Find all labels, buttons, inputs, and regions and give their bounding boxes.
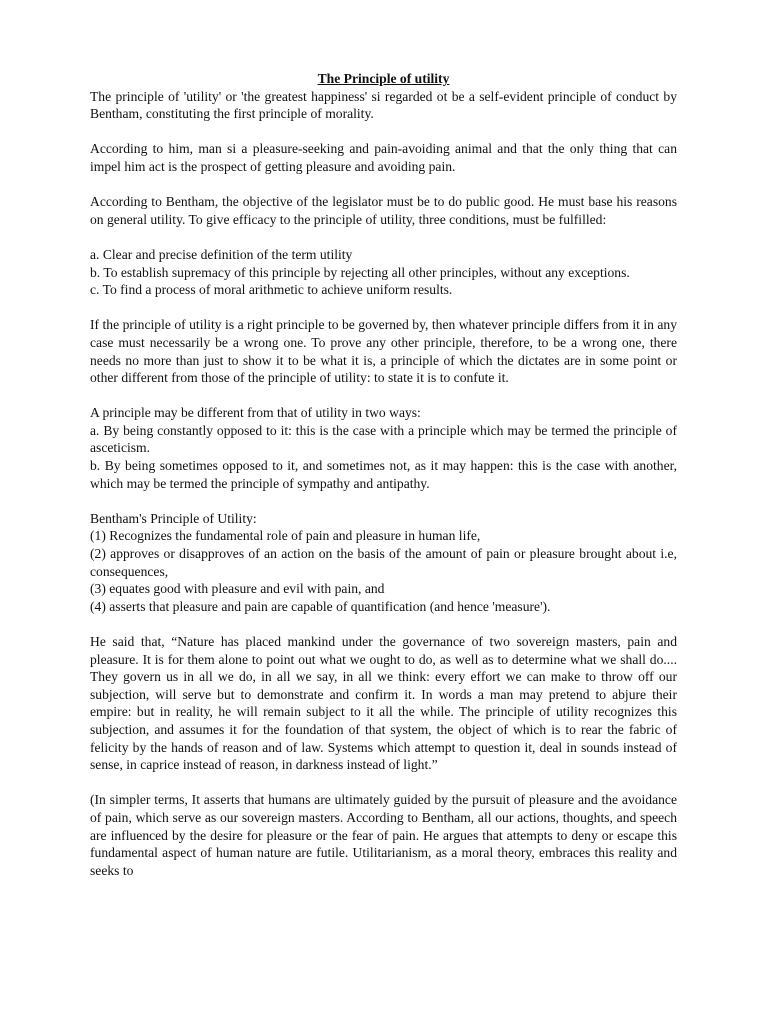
paragraph-legislator: According to Bentham, the objective of the legislator must be to do public good. He must base his reasons on general utility. To give efficacy to the principle of utility, three conditions, must be fulfilled:: [90, 194, 677, 227]
paragraph-definition: The principle of 'utility' or 'the greatest happiness' si regarded ot be a self-evident principle of conduct by Bentham, constituting the first principle of morality.: [90, 88, 677, 122]
conditions-list: [90, 246, 677, 299]
two-ways-item: b. By being sometimes opposed to it, and sometimes not, as it may happen: this is the case with another, which may be termed the principle of sympathy and antipathy.: [90, 458, 677, 491]
document-title: The Principle of utility: [317, 71, 450, 86]
condition-item: b. To establish supremacy of this principle by rejecting all other principles, without any exceptions.: [90, 264, 630, 280]
document-page: [90, 70, 677, 879]
bentham-principle-intro: Bentham's Principle of Utility:: [90, 510, 257, 526]
paragraph-right-principle: If the principle of utility is a right principle to be governed by, then whatever principle differs from it in any case must necessarily be a wrong one. To prove any other principle, therefore, to be a wrong one, there needs no more than just to show it to be what it is, a principle of which the dictates are in some point or other different from those of the principle of utility: to state it is to confute it.: [90, 317, 677, 386]
bentham-principle-section: [90, 510, 677, 616]
bentham-principle-item: (2) approves or disapproves of an action on the basis of the amount of pain or pleasure brought about i.e, consequences,: [90, 546, 677, 579]
condition-item: c. To find a process of moral arithmetic to achieve uniform results.: [90, 282, 453, 298]
two-ways-item: a. By being constantly opposed to it: this is the case with a principle which may be termed the principle of asceticism.: [90, 422, 677, 456]
bentham-principle-item: (4) asserts that pleasure and pain are capable of quantification (and hence 'measure').: [90, 598, 551, 614]
bentham-principle-item: (3) equates good with pleasure and evil with pain, and: [90, 581, 385, 597]
paragraph-quote: He said that, “Nature has placed mankind under the governance of two sovereign masters, pain and pleasure. It is for them alone to point out what we ought to do, as well as to determine what we shall do.... They govern us in all we do, in all we say, in all we think: every effort we can make to throw off our subjection, will serve but to demonstrate and confirm it. In words a man may pretend to abjure their empire: but in reality, he will remain subject to it all the while. The principle of utility recognizes this subjection, and assumes it for the foundation of that system, the object of which is to rear the fabric of felicity by the hands of reason and of law. Systems which attempt to question it, deal in sounds instead of sense, in caprice instead of reason, in darkness instead of light.”: [90, 634, 677, 773]
two-ways-intro: A principle may be different from that of utility in two ways:: [90, 405, 421, 421]
two-ways-section: [90, 404, 677, 492]
bentham-principle-item: (1) Recognizes the fundamental role of pain and pleasure in human life,: [90, 528, 481, 544]
condition-item: a. Clear and precise definition of the term utility: [90, 246, 353, 262]
paragraph-simpler-terms: (In simpler terms, It asserts that humans are ultimately guided by the pursuit of pleasure and the avoidance of pain, which serve as our sovereign masters. According to Bentham, all our actions, thoughts, and speech are influenced by the desire for pleasure or the fear of pain. He argues that attempts to deny or escape this fundamental aspect of human nature are futile. Utilitarianism, as a moral theory, embraces this reality and seeks to: [90, 792, 677, 878]
paragraph-pleasure-seeking: According to him, man si a pleasure-seeking and pain-avoiding animal and that the only thing that can impel him act is the prospect of getting pleasure and avoiding pain.: [90, 141, 677, 174]
